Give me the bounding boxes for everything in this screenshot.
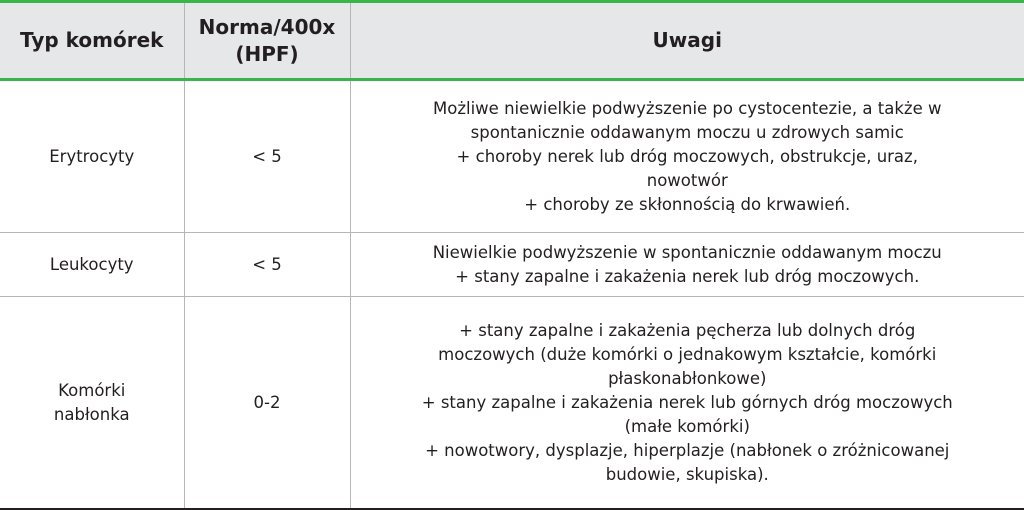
cell-norm-value: < 5 <box>185 145 350 169</box>
cell-notes <box>350 233 1024 297</box>
header-row <box>0 2 1024 80</box>
notes-line: (małe komórki) <box>351 415 1024 439</box>
header-norm-line-1: Norma/400x <box>185 14 350 41</box>
notes-line: + choroby nerek lub dróg moczowych, obstrukcje, uraz, <box>351 145 1024 169</box>
header-cell-type <box>0 2 184 80</box>
cell-type-line: Erytrocyty <box>0 145 184 169</box>
cell-type-line: nabłonka <box>0 403 184 427</box>
table-row <box>0 297 1024 510</box>
cell-notes <box>350 297 1024 510</box>
cell-norm <box>184 297 350 510</box>
notes-line: + nowotwory, dysplazje, hiperplazje (nabłonek o zróżnicowanej <box>351 439 1024 463</box>
cell-notes <box>350 80 1024 233</box>
notes-line: płaskonabłonkowe) <box>351 367 1024 391</box>
notes-line: Możliwe niewielkie podwyższenie po cystocentezie, a także w <box>351 97 1024 121</box>
notes-line: moczowych (duże komórki o jednakowym kształcie, komórki <box>351 343 1024 367</box>
cell-norm <box>184 233 350 297</box>
header-notes-label: Uwagi <box>351 27 1024 54</box>
header-norm <box>184 2 350 80</box>
cell-type <box>0 80 184 233</box>
notes-line: + stany zapalne i zakażenia nerek lub górnych dróg moczowych <box>351 391 1024 415</box>
notes-line: nowotwór <box>351 169 1024 193</box>
notes-line: + stany zapalne i zakażenia pęcherza lub dolnych dróg <box>351 319 1024 343</box>
cell-type-line: Komórki <box>0 379 184 403</box>
notes-line: + choroby ze skłonnością do krwawień. <box>351 193 1024 217</box>
notes-line: Niewielkie podwyższenie w spontanicznie oddawanym moczu <box>351 241 1024 265</box>
header-norm-line-2: (HPF) <box>185 41 350 68</box>
cell-norm <box>184 80 350 233</box>
notes-line: spontanicznie oddawanym moczu u zdrowych samic <box>351 121 1024 145</box>
table-header <box>0 2 1024 80</box>
table-row <box>0 80 1024 233</box>
cell-norm-value: < 5 <box>185 253 350 277</box>
table-body <box>0 80 1024 510</box>
cell-norm-value: 0-2 <box>185 391 350 415</box>
notes-line: budowie, skupiska). <box>351 463 1024 487</box>
cell-type-line: Leukocyty <box>0 253 184 277</box>
notes-line: + stany zapalne i zakażenia nerek lub dróg moczowych. <box>351 265 1024 289</box>
cell-type <box>0 233 184 297</box>
table-row <box>0 233 1024 297</box>
header-notes <box>350 2 1024 80</box>
header-cell-type-label: Typ komórek <box>0 27 184 54</box>
cell-type <box>0 297 184 510</box>
